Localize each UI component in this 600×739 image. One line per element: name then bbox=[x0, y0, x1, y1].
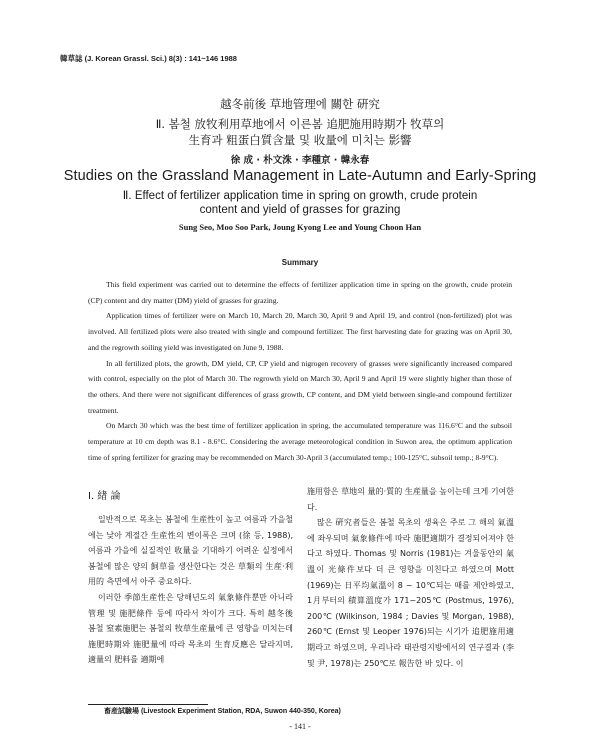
summary-paragraph: On March 30 which was the best time of fertilizer application in spring, the accumulated temperature was 116.6°C and the subsoil temperature at 10 cm depth was 8.1 - 8.6°C. Considering the average meteorological condition in Suwon area, the optimum application time of spring fertilizer for grazing may be recommended on March 30-April 3 (accumulated temp.; 100-125°C, subsoil temp.; 8-9°C). bbox=[88, 421, 512, 462]
footnote-divider bbox=[88, 704, 208, 705]
korean-authors: 徐 成 · 朴文洙 · 李種京 · 韓永春 bbox=[230, 155, 370, 166]
left-column bbox=[88, 512, 293, 668]
body-paragraph: 많은 硏究者들은 봄철 목초의 생육은 주로 그 해의 氣溫에 좌우되며 氣象條件에 따라 施肥適期가 결정되어져야 한다고 하였다. Thomas 및 Norris (1981)는 겨울동안의 氣溫이 光條件보다 더 큰 영향을 미친다고 하였으며 Mott (1969)는 日平均氣溫이 8 ~ 10℃되는 때를 제안하였고, 1月부터의 積算溫度가 171~205℃ (Postmus, 1976), 200℃ (Wilkinson, 1984 ; Davies 및 Morgan, 1988), 260℃ (Ernst 및 Leoper 1976)되는 시기가 追肥施用適期라고 하였으며, 우리나라 태관령지방에서의 연구결과 (李 및 尹, 1978)는 250℃로 報告한 바 있다. 이 bbox=[307, 518, 514, 668]
english-subtitle-line-1: Ⅱ. Effect of fertilizer application time in spring on growth, crude protein bbox=[122, 190, 478, 202]
section-heading-introduction: Ⅰ. 緖 論 bbox=[88, 491, 121, 502]
affiliation-footnote: 畜産試驗場 (Livestock Experiment Station, RDA, Suwon 440-350, Korea) bbox=[104, 708, 341, 715]
english-title: Studies on the Grassland Management in Late-Autumn and Early-Spring bbox=[63, 168, 537, 184]
body-paragraph: 일반적으로 목초는 봄철에 生産性이 높고 여름과 가을철에는 낮아 계절간 生産性의 변이폭은 크며 (徐 등, 1988), 여름과 가을에 실질적인 收量을 기대하기 어려운 실정에서 봄철에 많은 양의 飼草를 생산한다는 것은 草類의 生産·利用的 측면에서 아주 중요하다. bbox=[88, 515, 293, 587]
page-number: - 141 - bbox=[289, 722, 311, 731]
korean-title-line-3: 生育과 粗蛋白質含量 및 收量에 미치는 影響 bbox=[188, 133, 412, 147]
summary-paragraph: This field experiment was carried out to determine the effects of fertilizer application time in spring on the growth, crude protein (CP) content and dry matter (DM) yield of grasses for grazing. bbox=[88, 280, 512, 305]
english-subtitle-line-2: content and yield of grasses for grazing bbox=[199, 204, 401, 216]
summary-heading: Summary bbox=[281, 258, 319, 267]
summary-paragraph: In all fertilized plots, the growth, DM yield, CP, CP yield and nigrogen recovery of grasses were significantly increased compared with control, especially on the plot of March 30. The regrowth yield on March 30, April 9 and April 19 were slightly higher than those of the others. And there were not significant differences of grass growth, CP content, and DM yield between single-and compound fertilizer treatment. bbox=[88, 358, 512, 415]
journal-reference: 韓草誌 (J. Korean Grassl. Sci.) 8(3) : 141~146 1988 bbox=[60, 54, 237, 63]
korean-title-line-1: 越冬前後 草地管理에 關한 硏究 bbox=[220, 97, 380, 111]
body-paragraph: 이러한 季節生産性은 당해년도의 氣象條件뿐만 아니라 管理 및 施肥條件 등에 따라서 차이가 크다. 특히 越冬後 봄철 窒素施肥는 봄철의 牧草生産量에 큰 영향을 미치는데 施肥時期와 施肥量에 따라 목초의 生育反應은 달라지며, 適量의 肥料를 適期에 bbox=[88, 592, 293, 665]
right-column bbox=[307, 484, 514, 671]
body-paragraph: 施用함은 草地의 量的·質的 生産量을 높이는데 크게 기여한다. bbox=[307, 487, 514, 512]
summary-paragraph: Application times of fertilizer were on March 10, March 20, March 30, April 9 and April 19, and control (non-fertilized) plot was involved. All fertilized plots were also treated with single and compound fertilizer. The first harvesting date for grazing was on April 30, and the regrowth soiling yield was investigated on June 9, 1988. bbox=[88, 311, 512, 352]
english-authors: Sung Seo, Moo Soo Park, Joung Kyong Lee and Young Choon Han bbox=[178, 222, 422, 232]
korean-title-line-2: Ⅱ. 봄철 放牧利用草地에서 이른봄 追肥施用時期가 牧草의 bbox=[155, 117, 445, 131]
summary-abstract bbox=[88, 277, 512, 465]
